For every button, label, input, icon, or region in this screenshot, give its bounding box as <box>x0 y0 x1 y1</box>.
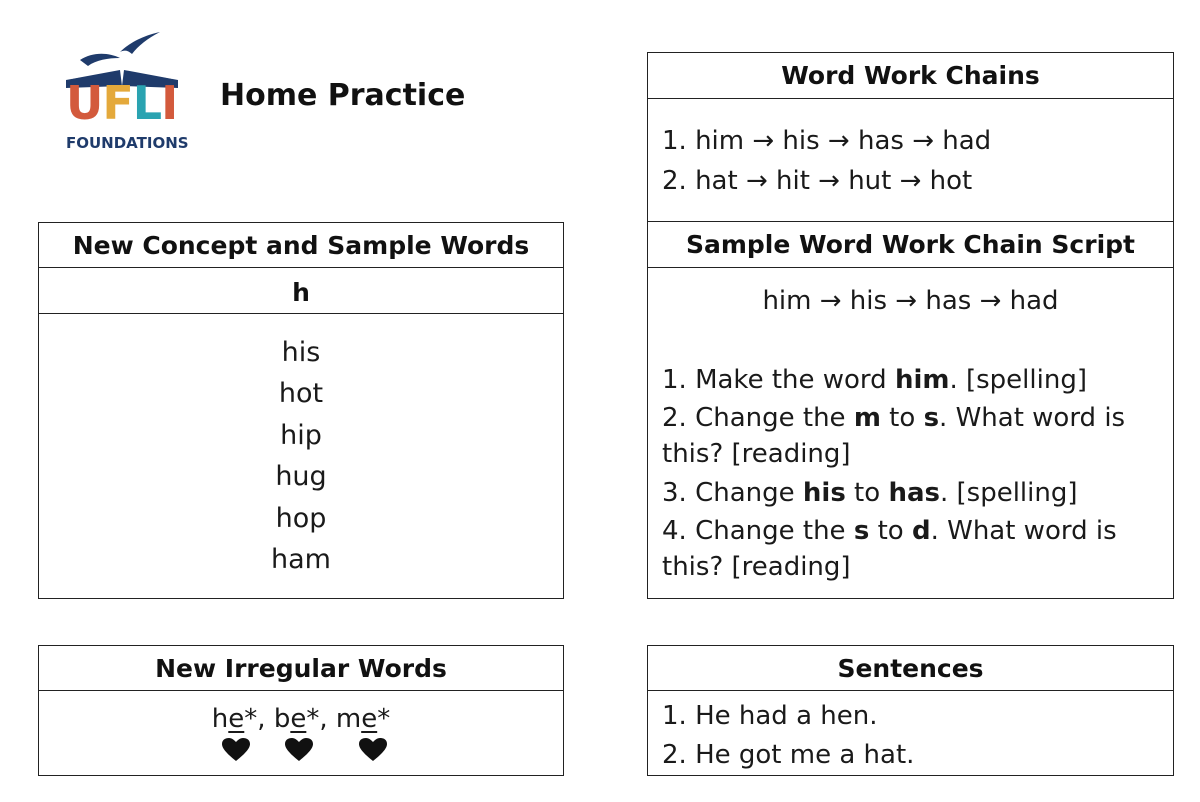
heart-icon <box>222 738 250 762</box>
irregular-word: he* <box>211 704 258 734</box>
divider <box>648 690 1173 691</box>
irregular-word: be* <box>273 704 320 734</box>
script-step: 2. Change the m to s. What word is <box>662 403 1126 433</box>
concept-grapheme: h <box>292 278 310 307</box>
irregular-box <box>38 645 564 776</box>
divider <box>39 690 563 691</box>
script-step: this? [reading] <box>662 439 851 469</box>
divider <box>648 98 1173 99</box>
divider <box>648 267 1173 268</box>
logo-sub: FOUNDATIONS <box>66 134 189 152</box>
concept-box <box>38 222 564 599</box>
sample-word: hip <box>280 420 322 451</box>
sample-word: ham <box>271 544 331 575</box>
ufli-logo <box>62 30 189 155</box>
chains-box <box>647 52 1174 599</box>
sentence-item: 1. He had a hen. <box>662 701 878 731</box>
sample-word: hot <box>278 378 324 409</box>
sentences-header: Sentences <box>837 654 984 683</box>
script-chain: him → his → has → had <box>762 286 1059 316</box>
sentences-box <box>647 645 1174 776</box>
divider <box>648 221 1173 222</box>
script-header: Sample Word Work Chain Script <box>685 230 1135 259</box>
concept-header: New Concept and Sample Words <box>72 231 530 260</box>
script-step: 1. Make the word him. [spelling] <box>662 365 1087 395</box>
chain-item: 2. hat → hit → hut → hot <box>662 166 973 196</box>
irregular-words: he*, be*, me* <box>211 704 391 734</box>
sample-word: hug <box>275 461 327 492</box>
divider <box>39 313 563 314</box>
chain-item: 1. him → his → has → had <box>662 126 992 156</box>
page-title: Home Practice <box>220 78 466 113</box>
irregular-header: New Irregular Words <box>155 654 447 683</box>
sample-word: his <box>281 337 321 368</box>
heart-icon <box>359 738 387 762</box>
divider <box>39 267 563 268</box>
chains-header: Word Work Chains <box>781 61 1040 90</box>
sentence-item: 2. He got me a hat. <box>662 740 915 770</box>
sample-word: hop <box>275 503 327 534</box>
logo-brand: UFLI <box>66 76 178 130</box>
irregular-word: me* <box>335 704 391 734</box>
script-step: 4. Change the s to d. What word is <box>662 516 1117 546</box>
heart-icon <box>285 738 313 762</box>
script-step: this? [reading] <box>662 552 851 582</box>
script-step: 3. Change his to has. [spelling] <box>662 478 1078 508</box>
